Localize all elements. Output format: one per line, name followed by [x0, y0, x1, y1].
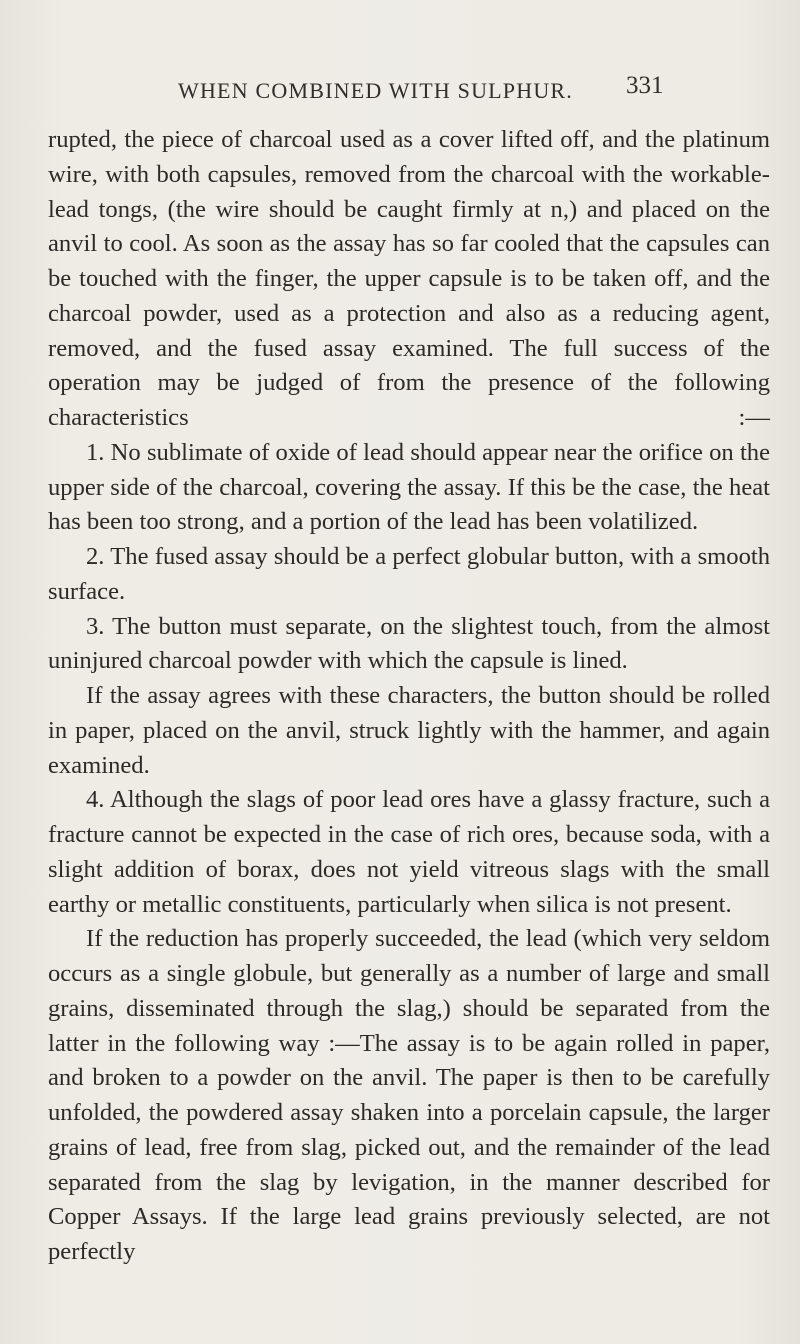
- body-text: [48, 123, 770, 1270]
- paragraph-reduction: If the reduction has properly succeeded, the lead (which very seldom occurs as a single globule, but generally as a number of large and small grains, disseminated through the slag,) should be separated from the latter in the following way :—The assay is to be again rolled in paper, and broken to a powder on the anvil. The paper is then to be carefully unfolded, the powdered assay shaken into a porcelain capsule, the larger grains of lead, free from slag, picked out, and the remainder of the lead separated from the slag by levigation, in the manner described for Copper Assays. If the large lead grains previously selected, are not perfectly: [48, 925, 770, 1265]
- page-header: [0, 72, 800, 118]
- paragraph-item-1: 1. No sublimate of oxide of lead should appear near the orifice on the upper side of the charcoal, covering the assay. If this be the case, the heat has been too strong, and a portion of the lead has been volatilized.: [48, 438, 770, 536]
- paragraph-item-3: 3. The button must separate, on the slightest touch, from the almost uninjured charcoal powder with which the capsule is lined.: [48, 612, 770, 675]
- page-number: 331: [626, 72, 664, 99]
- paragraph-continuation: rupted, the piece of charcoal used as a cover lifted off, and the platinum wire, with both capsules, removed from the charcoal with the workable-lead tongs, (the wire should be caught firmly at n,) and placed on the anvil to cool. As soon as the assay has so far cooled that the capsules can be touched with the finger, the upper capsule is to be taken off, and the charcoal powder, used as a protection and also as a reducing agent, removed, and the fused assay examined. The full success of the operation may be judged of from the presence of the following characteristics :—: [48, 126, 770, 431]
- running-head: WHEN COMBINED WITH SULPHUR.: [178, 78, 573, 103]
- paragraph-item-2: 2. The fused assay should be a perfect globular button, with a smooth surface.: [48, 543, 770, 605]
- paragraph-button-rolling: If the assay agrees with these characters, the button should be rolled in paper, placed on the anvil, struck lightly with the hammer, and again examined.: [48, 682, 770, 779]
- paragraph-item-4: 4. Although the slags of poor lead ores have a glassy fracture, such a fracture cannot be expected in the case of rich ores, because soda, with a slight addition of borax, does not yield vitreous slags with the small earthy or metallic constituents, particularly when silica is not present.: [48, 786, 770, 918]
